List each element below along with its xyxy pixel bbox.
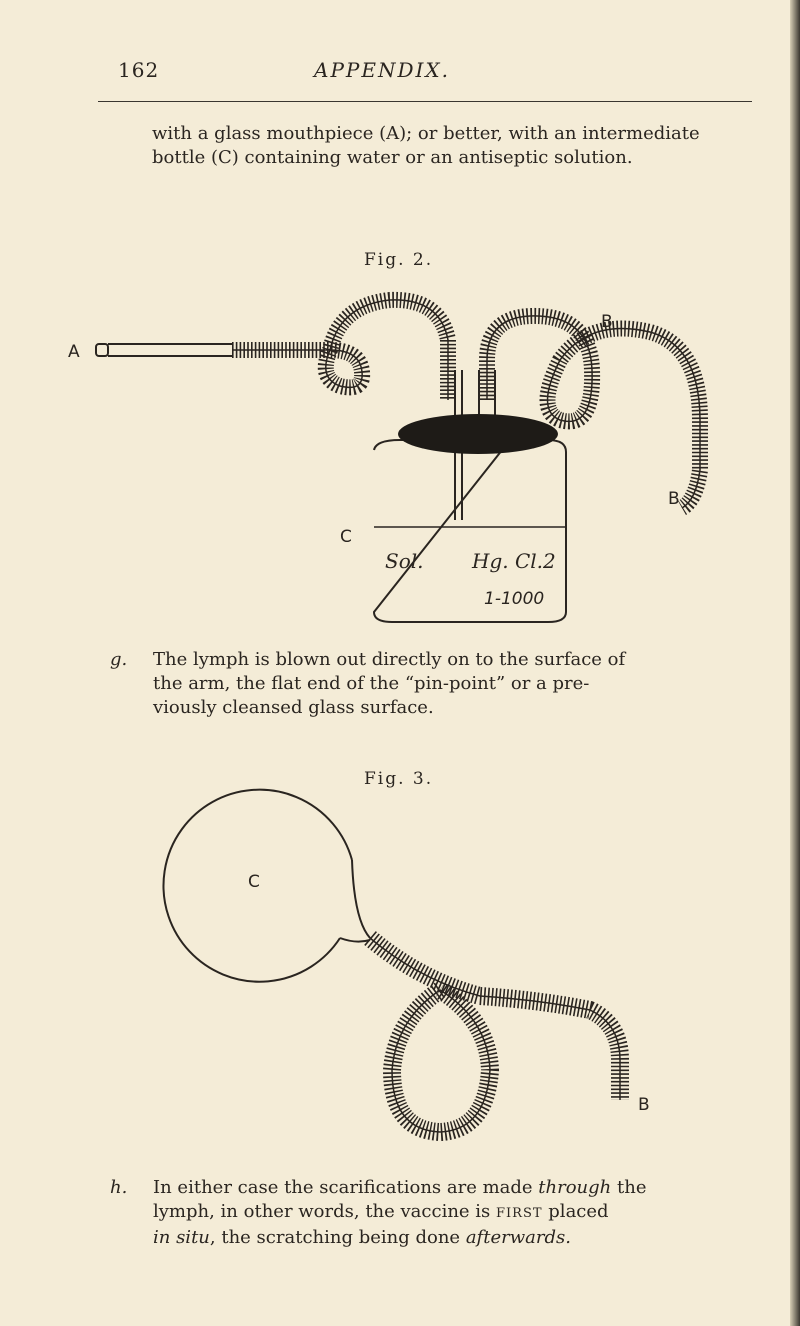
label-b: B — [638, 1095, 650, 1115]
running-head: APPENDIX. — [314, 58, 450, 82]
paragraph-g-line: the arm, the flat end of the “pin-point” or a pre- — [153, 673, 590, 694]
figure-2-caption: Fig. 2. — [364, 250, 434, 270]
emphasis-afterwards: afterwards. — [465, 1227, 571, 1248]
label-b-top: B — [601, 312, 613, 332]
paragraph-h — [110, 1176, 760, 1250]
label-c: C — [248, 872, 260, 892]
text-run: In either case the scarifications are made — [153, 1177, 539, 1198]
label-ratio: 1-1000 — [484, 589, 545, 609]
label-hg: Hg. Cl.2 — [472, 549, 556, 573]
label-b-right: B — [668, 489, 680, 509]
paragraph-h-line — [153, 1200, 760, 1226]
tube-loop — [392, 990, 490, 1132]
paragraph-h-line — [153, 1176, 760, 1200]
paragraph-text: with a glass mouthpiece (A); or better, with an intermediate bottle (C) containing water or an antiseptic solution. — [152, 123, 700, 168]
text-run: placed — [542, 1201, 609, 1222]
page-number: 162 — [118, 58, 160, 82]
paragraph-letter-g: g. — [110, 649, 128, 670]
paragraph-h-line — [153, 1226, 760, 1250]
emphasis-in-situ: in situ — [153, 1227, 210, 1248]
label-c: C — [340, 527, 352, 547]
text-run: , the scratching being done — [209, 1227, 466, 1248]
figure-3-caption: Fig. 3. — [364, 769, 434, 789]
text-run: lymph, in other words, the vaccine is — [153, 1201, 497, 1222]
label-a: A — [68, 342, 80, 362]
text-run: the — [611, 1177, 647, 1198]
emphasis-through: through — [538, 1177, 612, 1198]
paragraph-g-line: viously cleansed glass surface. — [153, 697, 434, 718]
small-caps-first: FIRST — [496, 1206, 543, 1221]
paragraph-letter-h: h. — [110, 1177, 128, 1198]
paragraph-g-line: The lymph is blown out directly on to the surface of — [153, 649, 626, 670]
label-sol: Sol. — [385, 549, 424, 573]
